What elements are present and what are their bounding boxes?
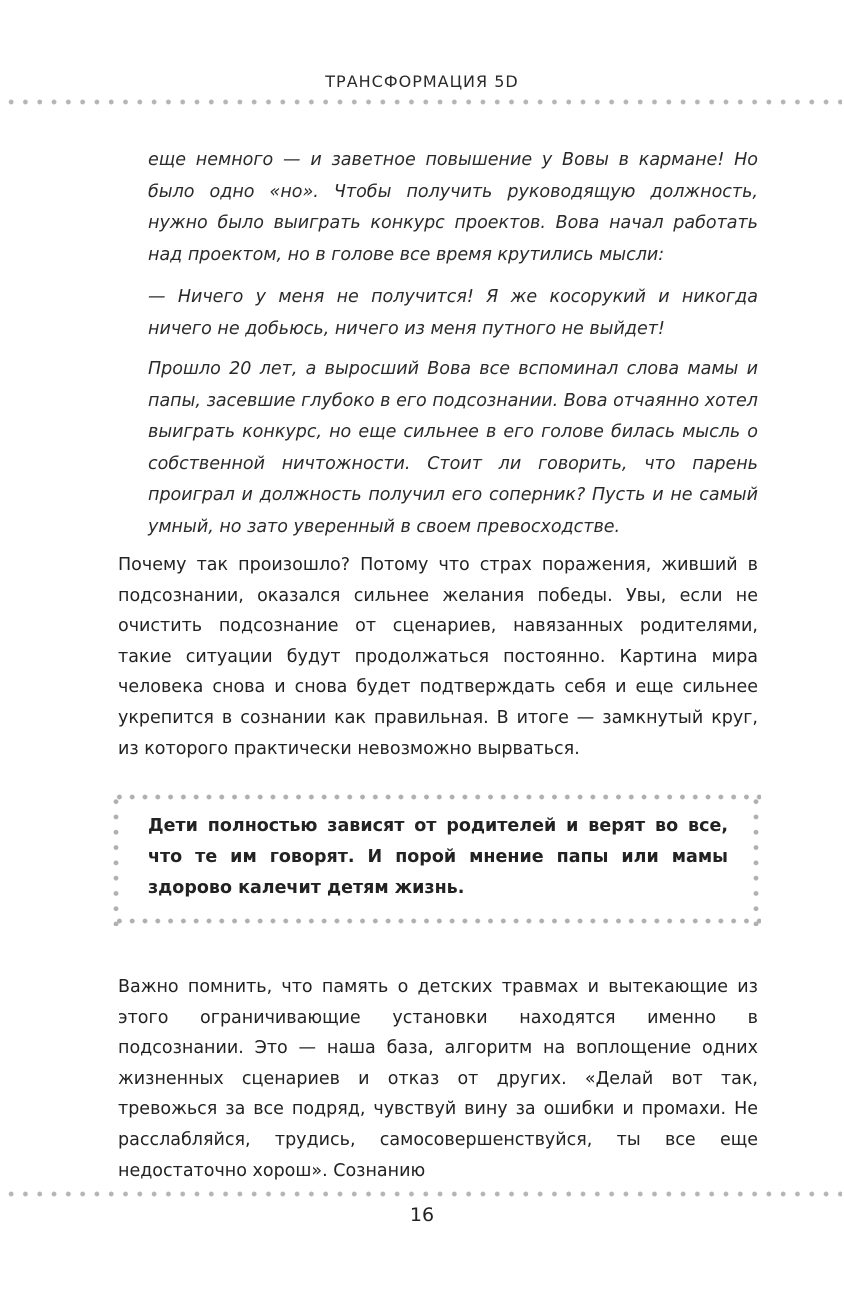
- body-paragraph: [118, 550, 758, 764]
- story-paragraph-1-text: еще немного — и заветное повышение у Вовы в кармане! Но было одно «но». Чтобы получить руководящую должность, нужно было выиграть конкурс проектов. Вова начал работать над проектом, но в голове все время крутились мысли:: [148, 150, 758, 265]
- story-paragraph: [148, 354, 758, 543]
- body-paragraph-1-text: Почему так произошло? Потому что страх поражения, живший в подсознании, оказался сильнее желания победы. Увы, если не очистить подсознание от сценариев, навязанных родителями, такие ситуации будут продолжаться постоянно. Картина мира человека снова и снова будет подтверждать себя и еще сильнее укрепится в сознании как правильная. В итоге — замкнутый круг, из которого практически невозможно вырваться.: [118, 555, 758, 759]
- story-paragraph-2-text: — Ничего у меня не получится! Я же косорукий и никогда ничего не добьюсь, ничего из меня путного не выйдет!: [148, 287, 758, 339]
- body-paragraph-2-text: Важно помнить, что память о детских травмах и вытекающие из этого ограничивающие установки находятся именно в подсознании. Это — наша база, алгоритм на воплощение одних жизненных сценариев и отказ от других. «Делай вот так, тревожься за все подряд, чувствуй вину за ошибки и промахи. Не расслабляйся, трудись, самосовершенствуйся, ты все еще недостаточно хорош». Сознанию: [118, 977, 758, 1181]
- callout-border-left: [113, 794, 119, 926]
- callout-border-right: [753, 794, 759, 926]
- callout-border-top: [113, 794, 761, 800]
- dotted-rule-bottom: [4, 1191, 842, 1197]
- running-title: ТРАНСФОРМАЦИЯ 5D: [325, 72, 519, 91]
- body-paragraph: [118, 972, 758, 1186]
- story-paragraph-3-text: Прошло 20 лет, а выросший Вова все вспоминал слова мамы и папы, засевшие глубоко в его подсознании. Вова отчаянно хотел выиграть конкурс, но еще сильнее в его голове билась мысль о собственной ничтожности. Стоит ли говорить, что парень проиграл и должность получил его соперник? Пусть и не самый умный, но зато уверенный в своем превосходстве.: [148, 359, 758, 537]
- callout-box: [113, 794, 761, 926]
- dotted-rule-top: [4, 99, 842, 105]
- callout-border-bottom: [113, 918, 761, 924]
- callout-text: Дети полностью зависят от родителей и верят во все, что те им говорят. И порой мнение папы или мамы здорово калечит детям жизнь.: [148, 816, 728, 898]
- story-paragraph: [148, 282, 758, 345]
- story-paragraph: [148, 145, 758, 271]
- page-number: 16: [409, 1204, 435, 1226]
